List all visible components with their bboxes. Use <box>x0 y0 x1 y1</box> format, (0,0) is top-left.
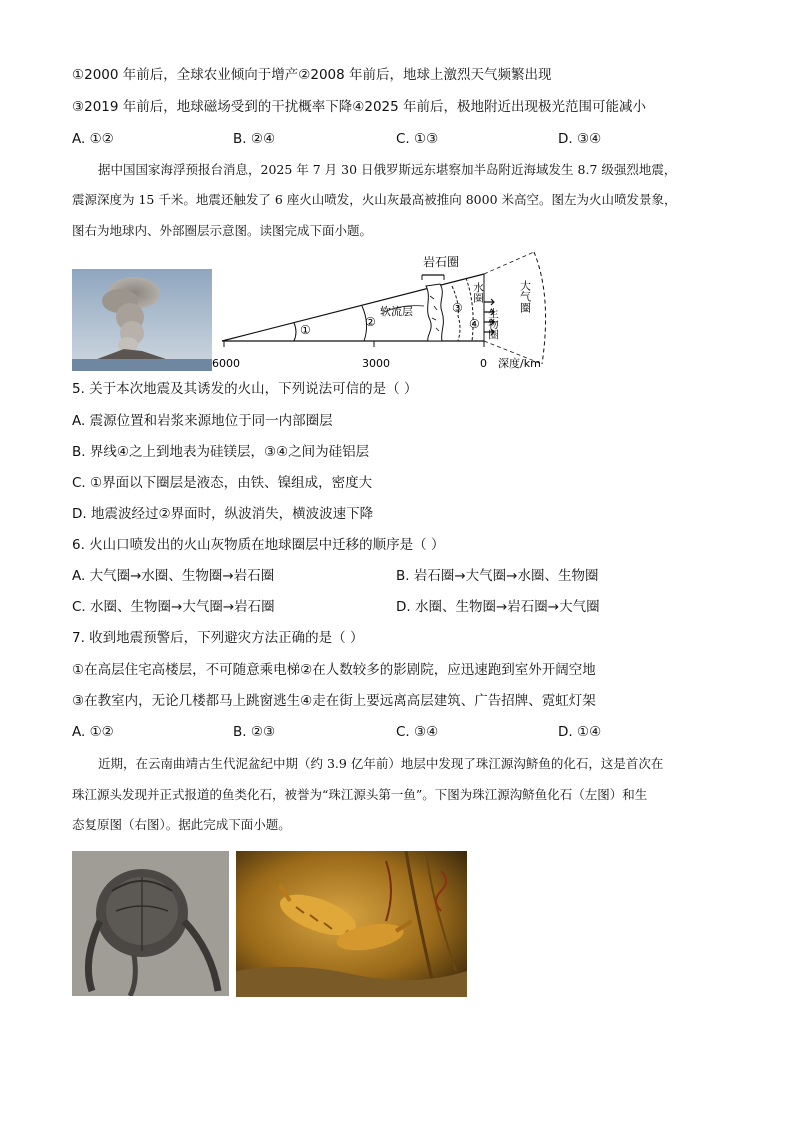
q7-option-c[interactable]: C. ③④ <box>396 724 439 740</box>
passage2-line-2: 珠江源头发现并正式报道的鱼类化石，被誉为“珠江源头第一鱼”。下图为珠江源沟鲚鱼化石（左图）和生 <box>72 787 648 802</box>
q6-option-d[interactable]: D. 水圈、生物圈→岩石圈→大气圈 <box>396 599 600 615</box>
label-biosphere: 生物圈 <box>487 308 499 340</box>
q5-option-a[interactable]: A. 震源位置和岩浆来源地位于同一内部圈层 <box>72 413 333 429</box>
q7-stem: 7. 收到地震预警后，下列避灾方法正确的是（ ） <box>72 630 364 646</box>
passage2-line-1: 近期，在云南曲靖古生代泥盆纪中期（约 3.9 亿年前）地层中发现了珠江源沟鲚鱼的化石，这是首次在 <box>98 756 664 771</box>
q6-option-c[interactable]: C. 水圈、生物圈→大气圈→岩石圈 <box>72 599 275 615</box>
tick-0: 0 <box>480 357 487 370</box>
label-interface-3: ③ <box>452 301 463 315</box>
label-hydrosphere: 水圈 <box>472 282 484 303</box>
q4-option-c[interactable]: C. ①③ <box>396 131 439 147</box>
fish-fossil-photo <box>72 851 229 996</box>
label-asthenosphere: 软流层 <box>380 305 413 318</box>
q6-option-a[interactable]: A. 大气圈→水圈、生物圈→岩石圈 <box>72 568 275 584</box>
passage1-line-2: 震源深度为 15 千米。地震还触发了 6 座火山喷发，火山灰最高被推向 8000 米高空。图左为火山喷发景象， <box>72 192 677 207</box>
q5-option-c[interactable]: C. ①界面以下圈层是液态，由铁、镍组成，密度大 <box>72 475 373 491</box>
q5-option-b[interactable]: B. 界线④之上到地表为硅镁层，③④之间为硅铝层 <box>72 444 370 460</box>
q5-stem: 5. 关于本次地震及其诱发的火山，下列说法可信的是（ ） <box>72 381 418 397</box>
q4-statement-line-1: ①2000 年前后，全球农业倾向于增产②2008 年前后，地球上激烈天气频繁出现 <box>72 67 552 83</box>
q4-option-d[interactable]: D. ③④ <box>558 131 602 147</box>
label-interface-4: ④ <box>469 317 480 331</box>
tick-6000: 6000 <box>212 357 240 370</box>
q6-stem: 6. 火山口喷发出的火山灰物质在地球圈层中迁移的顺序是（ ） <box>72 537 445 553</box>
q7-option-b[interactable]: B. ②③ <box>233 724 276 740</box>
q4-option-a[interactable]: A. ①② <box>72 131 114 147</box>
label-interface-1: ① <box>300 323 311 337</box>
q7-option-a[interactable]: A. ①② <box>72 724 114 740</box>
volcano-photo <box>72 269 212 371</box>
tick-3000: 3000 <box>362 357 390 370</box>
depth-axis-label: 深度/km <box>498 357 541 370</box>
q7-statement-line-1: ①在高层住宅高楼层，不可随意乘电梯②在人数较多的影剧院，应迅速跑到室外开阔空地 <box>72 662 596 678</box>
q4-option-b[interactable]: B. ②④ <box>233 131 276 147</box>
q5-option-d[interactable]: D. 地震波经过②界面时，纵波消失，横波波速下降 <box>72 506 374 522</box>
q7-statement-line-2: ③在教室内，无论几楼都马上跳窗逃生④走在街上要远离高层建筑、广告招牌、霓虹灯架 <box>72 693 596 709</box>
label-atmosphere: 大气圈 <box>518 280 532 313</box>
q4-statement-line-2: ③2019 年前后，地球磁场受到的干扰概率下降④2025 年前后，极地附近出现极光范围可能减小 <box>72 99 646 115</box>
passage1-line-1: 据中国国家海浮预报台消息，2025 年 7 月 30 日俄罗斯远东堪察加半岛附近海域发生 8.7 级强烈地震， <box>98 162 677 177</box>
q6-option-b[interactable]: B. 岩石圈→大气圈→水圈、生物圈 <box>396 568 599 584</box>
fish-reconstruction-image <box>236 851 467 997</box>
earth-spheres-diagram <box>212 246 572 376</box>
label-interface-2: ② <box>365 315 376 329</box>
passage2-line-3: 态复原图（右图）。据此完成下面小题。 <box>72 817 291 832</box>
passage1-line-3: 图右为地球内、外部圈层示意图。读图完成下面小题。 <box>72 223 373 238</box>
q7-option-d[interactable]: D. ①④ <box>558 724 602 740</box>
label-lithosphere: 岩石圈 <box>423 255 460 269</box>
